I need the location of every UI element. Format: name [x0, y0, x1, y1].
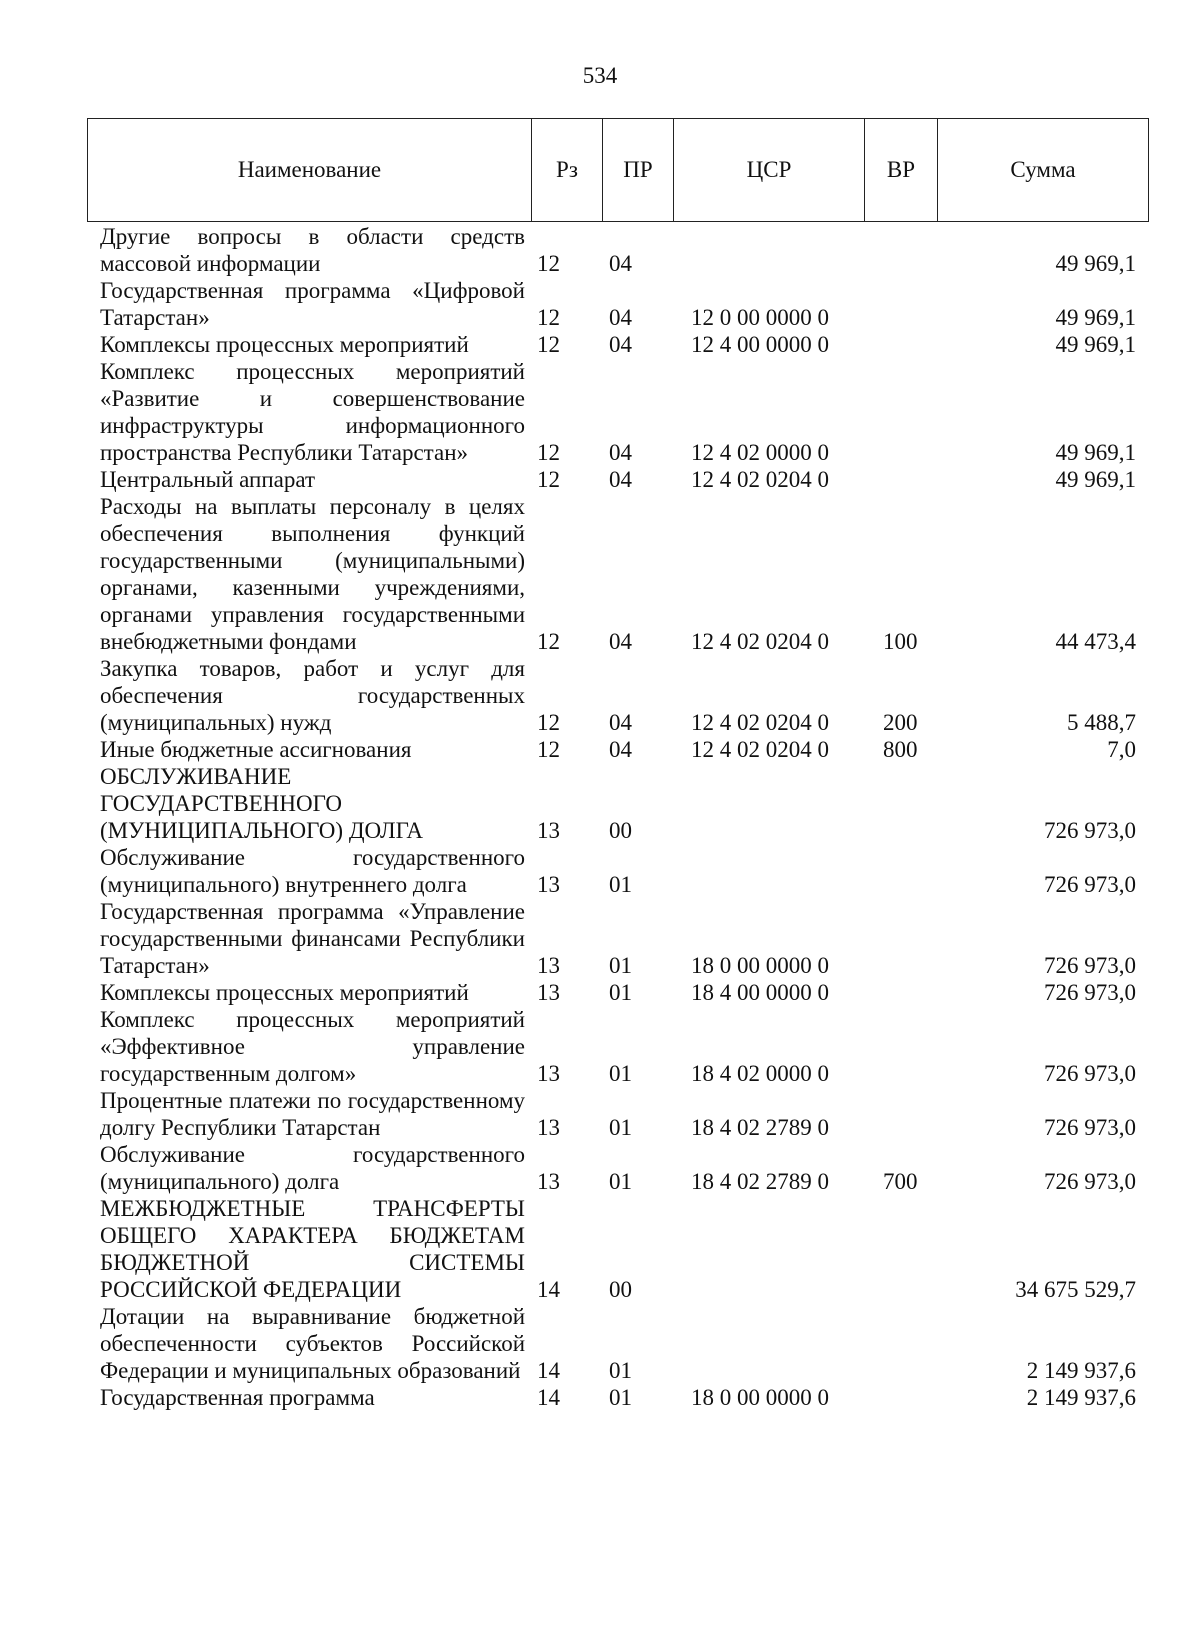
budget-rows [100, 223, 1140, 1411]
table-row [100, 1141, 1140, 1195]
table-row [100, 655, 1140, 736]
row-csr: 18 4 02 2789 0 [691, 1169, 829, 1194]
row-csr: 18 4 02 2789 0 [691, 1115, 829, 1140]
header-csr: ЦСР [674, 119, 865, 222]
row-name: МЕЖБЮДЖЕТНЫЕ ТРАНСФЕРТЫ ОБЩЕГО ХАРАКТЕРА БЮДЖЕТАМ БЮДЖЕТНОЙ СИСТЕМЫ РОССИЙСКОЙ ФЕДЕРАЦИИ [100, 1196, 525, 1302]
row-rz: 14 [537, 1358, 560, 1383]
row-csr: 12 4 02 0204 0 [691, 710, 829, 735]
row-pr: 01 [609, 1115, 632, 1140]
header-sum: Сумма [938, 119, 1149, 222]
row-sum: 2 149 937,6 [1026, 1385, 1136, 1410]
row-pr: 01 [609, 980, 632, 1005]
row-pr: 00 [609, 818, 632, 843]
row-vr: 700 [883, 1169, 918, 1194]
row-pr: 04 [609, 251, 632, 276]
row-csr: 12 4 00 0000 0 [691, 332, 829, 357]
row-name: Процентные платежи по государственному долгу Республики Татарстан [100, 1088, 525, 1140]
row-rz: 13 [537, 980, 560, 1005]
row-vr: 100 [883, 629, 918, 654]
row-name: Центральный аппарат [100, 467, 316, 492]
row-sum: 2 149 937,6 [1026, 1358, 1136, 1383]
row-csr: 18 0 00 0000 0 [691, 1385, 829, 1410]
row-sum: 726 973,0 [1044, 980, 1136, 1005]
row-rz: 13 [537, 872, 560, 897]
table-row [100, 1087, 1140, 1141]
row-csr: 12 4 02 0000 0 [691, 440, 829, 465]
row-rz: 13 [537, 1061, 560, 1086]
row-csr: 18 4 02 0000 0 [691, 1061, 829, 1086]
row-pr: 01 [609, 1358, 632, 1383]
row-pr: 04 [609, 467, 632, 492]
row-csr: 12 4 02 0204 0 [691, 467, 829, 492]
row-pr: 04 [609, 440, 632, 465]
row-rz: 14 [537, 1385, 560, 1410]
table-row [100, 493, 1140, 655]
row-name: Обслуживание государственного (муниципального) внутреннего долга [100, 845, 525, 897]
row-rz: 12 [537, 305, 560, 330]
row-sum: 49 969,1 [1055, 305, 1136, 330]
row-rz: 13 [537, 953, 560, 978]
table-row [100, 331, 1140, 358]
row-pr: 01 [609, 1061, 632, 1086]
row-pr: 04 [609, 629, 632, 654]
row-pr: 04 [609, 332, 632, 357]
row-name: Государственная программа «Цифровой Татарстан» [100, 278, 525, 330]
row-sum: 726 973,0 [1044, 1115, 1136, 1140]
row-name: Дотации на выравнивание бюджетной обеспеченности субъектов Российской Федерации и муниципальных образований [100, 1304, 525, 1383]
table-row [100, 763, 1140, 844]
row-pr: 00 [609, 1277, 632, 1302]
header-rz: Рз [532, 119, 603, 222]
table-row [100, 844, 1140, 898]
header-vr: ВР [865, 119, 938, 222]
header-name: Наименование [88, 119, 532, 222]
row-pr: 01 [609, 953, 632, 978]
row-sum: 726 973,0 [1044, 1061, 1136, 1086]
row-rz: 12 [537, 440, 560, 465]
row-pr: 04 [609, 305, 632, 330]
row-name: Государственная программа «Управление государственными финансами Республики Татарстан» [100, 899, 525, 978]
row-pr: 01 [609, 872, 632, 897]
row-sum: 726 973,0 [1044, 1169, 1136, 1194]
table-row [100, 223, 1140, 277]
row-sum: 49 969,1 [1055, 467, 1136, 492]
table-row [100, 1384, 1140, 1411]
table-row [100, 979, 1140, 1006]
row-rz: 12 [537, 737, 560, 762]
table-row [100, 277, 1140, 331]
row-csr: 12 4 02 0204 0 [691, 629, 829, 654]
table-row [100, 466, 1140, 493]
row-name: Комплекс процессных мероприятий «Развитие и совершенствование инфраструктуры информационного пространства Республики Татарстан» [100, 359, 525, 465]
row-sum: 726 973,0 [1044, 872, 1136, 897]
row-name: Другие вопросы в области средств массовой информации [100, 224, 525, 276]
row-name: Комплексы процессных мероприятий [100, 980, 469, 1005]
row-rz: 13 [537, 1115, 560, 1140]
table-row [100, 1006, 1140, 1087]
table-header [87, 118, 1149, 222]
row-rz: 12 [537, 710, 560, 735]
row-name: Закупка товаров, работ и услуг для обеспечения государственных (муниципальных) нужд [100, 656, 525, 735]
page-number: 534 [582, 63, 618, 88]
row-rz: 12 [537, 467, 560, 492]
header-pr: ПР [603, 119, 674, 222]
row-sum: 34 675 529,7 [1015, 1277, 1136, 1302]
table-row [100, 358, 1140, 466]
table-row [100, 1195, 1140, 1303]
row-csr: 12 4 02 0204 0 [691, 737, 829, 762]
row-name: Обслуживание государственного (муниципального) долга [100, 1142, 525, 1194]
row-rz: 13 [537, 1169, 560, 1194]
row-name: Расходы на выплаты персоналу в целях обеспечения выполнения функций государственными (муниципальными) органами, казенными учреждениями, органами управления государственными внебюджетными фондами [100, 494, 525, 654]
row-name: Государственная программа [100, 1385, 375, 1410]
row-sum: 49 969,1 [1055, 332, 1136, 357]
row-rz: 13 [537, 818, 560, 843]
row-rz: 12 [537, 332, 560, 357]
row-rz: 14 [537, 1277, 560, 1302]
row-sum: 44 473,4 [1055, 629, 1136, 654]
row-name: Комплексы процессных мероприятий [100, 332, 469, 357]
row-rz: 12 [537, 251, 560, 276]
row-csr: 18 4 00 0000 0 [691, 980, 829, 1005]
table-row [100, 1303, 1140, 1384]
row-sum: 726 973,0 [1044, 953, 1136, 978]
table-row [100, 736, 1140, 763]
row-pr: 01 [609, 1169, 632, 1194]
row-pr: 01 [609, 1385, 632, 1410]
row-pr: 04 [609, 737, 632, 762]
row-pr: 04 [609, 710, 632, 735]
table-row [100, 898, 1140, 979]
row-sum: 49 969,1 [1055, 251, 1136, 276]
row-vr: 200 [883, 710, 918, 735]
row-vr: 800 [883, 737, 918, 762]
row-sum: 49 969,1 [1055, 440, 1136, 465]
row-csr: 18 0 00 0000 0 [691, 953, 829, 978]
row-rz: 12 [537, 629, 560, 654]
row-name: Иные бюджетные ассигнования [100, 737, 412, 762]
row-sum: 5 488,7 [1067, 710, 1136, 735]
row-sum: 726 973,0 [1044, 818, 1136, 843]
row-name: ОБСЛУЖИВАНИЕ ГОСУДАРСТВЕННОГО (МУНИЦИПАЛЬНОГО) ДОЛГА [100, 764, 423, 843]
row-name: Комплекс процессных мероприятий «Эффективное управление государственным долгом» [100, 1007, 525, 1086]
row-csr: 12 0 00 0000 0 [691, 305, 829, 330]
row-sum: 7,0 [1107, 737, 1136, 762]
